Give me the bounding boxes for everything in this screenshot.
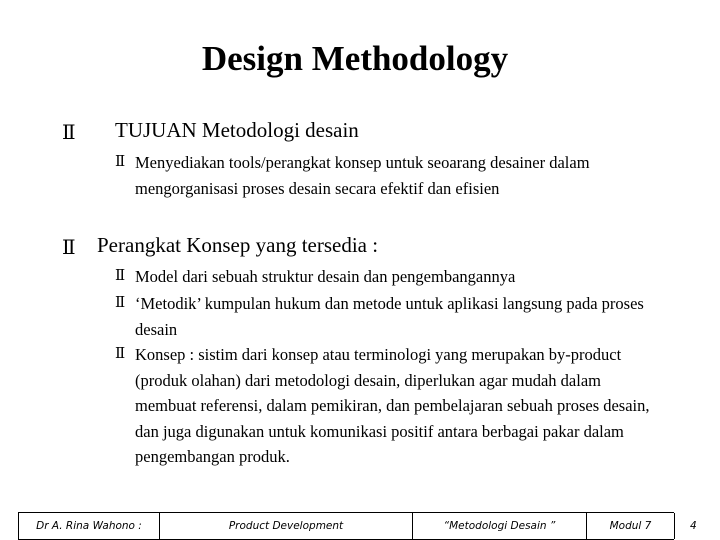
bullet-icon: Ⅱ	[62, 237, 76, 259]
section-heading-tujuan: TUJUAN Metodologi desain	[115, 118, 359, 142]
list-item	[115, 291, 665, 342]
list-item	[115, 342, 655, 470]
list-item	[115, 150, 655, 201]
footer-topic: “Metodologi Desain ”	[412, 513, 587, 539]
footer-module: Modul 7	[586, 513, 675, 539]
section-heading-perangkat: Perangkat Konsep yang tersedia :	[97, 233, 379, 257]
list-item-text: Model dari sebuah struktur desain dan pengembangannya	[135, 267, 516, 286]
list-item-text: ‘Metodik’ kumpulan hukum dan metode untuk aplikasi langsung pada proses desain	[135, 294, 644, 339]
bullet-icon: Ⅱ	[115, 346, 126, 362]
footer-author: Dr A. Rina Wahono :	[18, 513, 160, 539]
list-item-text: Konsep : sistim dari konsep atau terminologi yang merupakan by-product (produk olahan) dari metodologi desain, diperlukan agar mudah dalam membuat referensi, dalam pemikiran, dan pembelajaran sebuah proses desain, dan juga digunakan untuk komunikasi positif antara berbagai pakar dalam pengembangan produk.	[135, 345, 650, 466]
slide-title: Design Methodology	[201, 39, 509, 78]
list-item-text: Menyediakan tools/perangkat konsep untuk seoarang desainer dalam mengorganisasi proses desain secara efektif dan efisien	[135, 153, 590, 198]
footer-course: Product Development	[159, 513, 413, 539]
bullet-icon: Ⅱ	[62, 122, 76, 144]
bullet-icon: Ⅱ	[115, 268, 126, 284]
bullet-icon: Ⅱ	[115, 295, 126, 311]
footer-bar	[18, 512, 674, 540]
list-item	[115, 264, 665, 290]
page-number: 4	[690, 520, 697, 532]
bullet-icon: Ⅱ	[115, 154, 126, 170]
